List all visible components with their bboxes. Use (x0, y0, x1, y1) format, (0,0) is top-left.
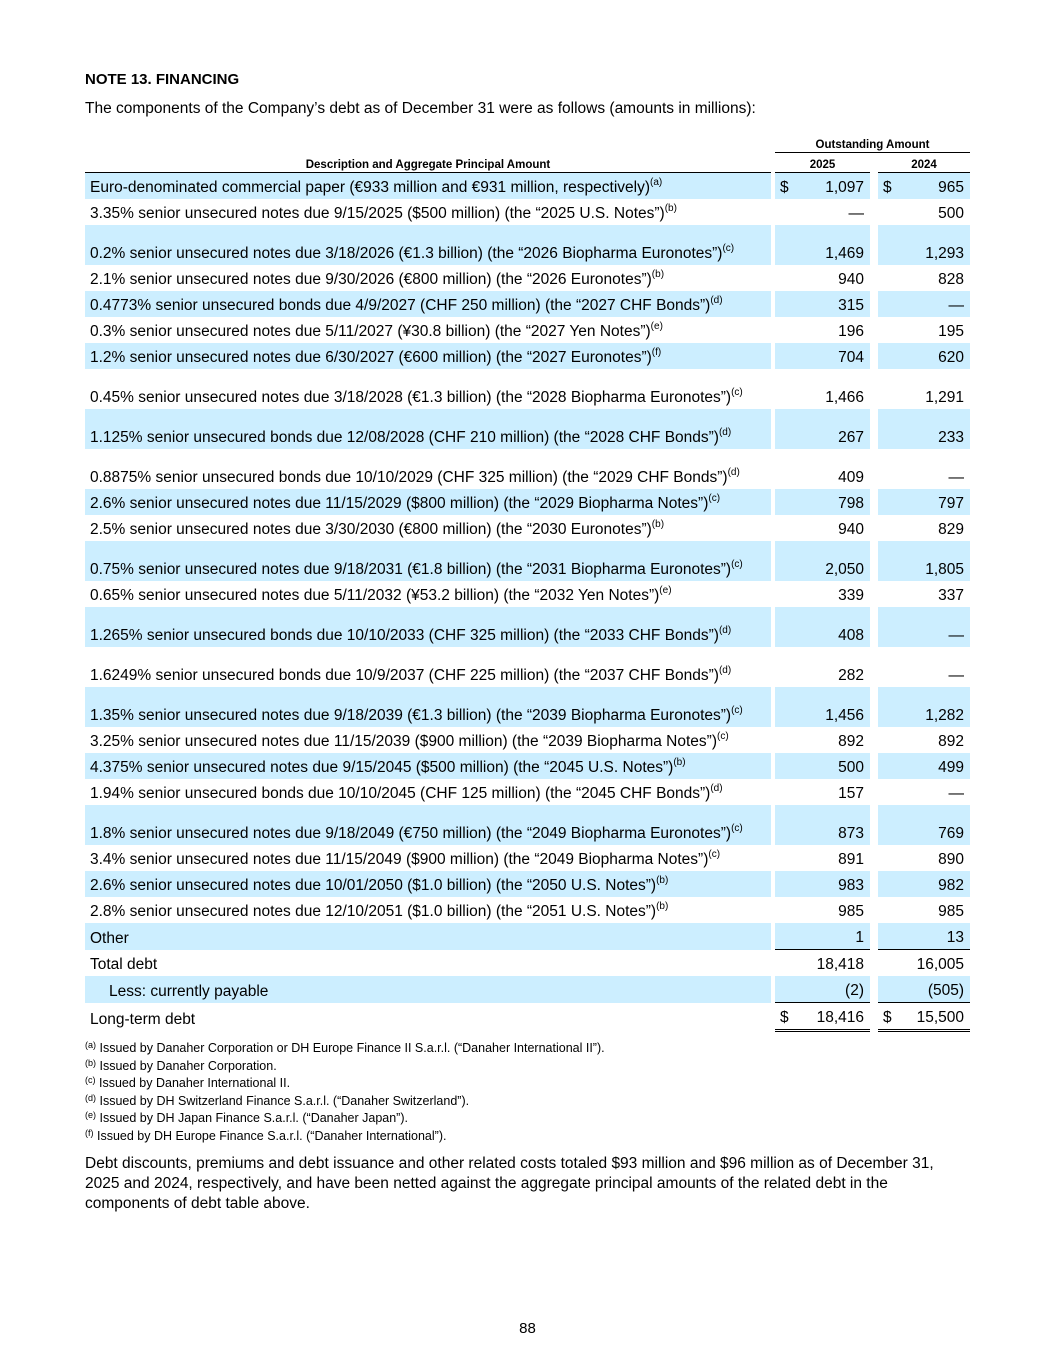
footnote (85, 1058, 970, 1076)
row-description (85, 291, 771, 317)
total-debt-row-2025: 18,418 (816, 956, 864, 973)
row-description (85, 173, 771, 200)
row-description-text: 2.6% senior unsecured notes due 10/01/2050 ($1.0 billion) (the “2050 U.S. Notes”) (90, 877, 657, 894)
row-description-text: 1.8% senior unsecured notes due 9/18/2049 (€750 million) (the “2049 Biopharma Euronotes”) (90, 825, 732, 842)
footnote-text: Issued by DH Switzerland Finance S.a.r.l. (“Danaher Switzerland”). (99, 1093, 470, 1108)
value-2025: 157 (838, 785, 864, 802)
footnote-mark: (b) (85, 1057, 96, 1068)
total-debt-row (85, 950, 970, 977)
row-description (85, 647, 771, 687)
value-2024: 890 (938, 851, 965, 868)
long-term-debt-row-currency-2024: $ (878, 1003, 896, 1031)
footnote-marker: (d) (710, 783, 723, 794)
row-description-text: 1.265% senior unsecured bonds due 10/10/2033 (CHF 325 million) (the “2033 CHF Bonds”) (90, 627, 719, 644)
footnote-marker: (d) (727, 467, 740, 478)
value-2024: 500 (938, 205, 965, 222)
value-2025: 282 (838, 667, 864, 684)
row-description (85, 727, 771, 753)
table-row (85, 687, 970, 727)
value-2025: 704 (793, 343, 870, 369)
footnote-text: Issued by DH Japan Finance S.a.r.l. (“Danaher Japan”). (99, 1111, 408, 1125)
value-2025: 1 (793, 923, 870, 950)
footnote-marker: (c) (708, 849, 721, 860)
long-term-debt-row-label: Long-term debt (90, 1010, 196, 1028)
row-description-text: 1.94% senior unsecured bonds due 10/10/2045 (CHF 125 million) (the “2045 CHF Bonds”) (90, 785, 711, 802)
row-description (85, 541, 771, 581)
footnote (85, 1110, 970, 1128)
row-description (85, 489, 771, 515)
row-description (85, 687, 771, 727)
footnote-text: Issued by Danaher International II. (98, 1076, 291, 1090)
row-description (85, 369, 771, 409)
value-2025: 2,050 (793, 541, 870, 581)
page-content (85, 70, 970, 1214)
table-row (85, 225, 970, 265)
value-2024: 620 (896, 343, 970, 369)
row-description-text: 0.3% senior unsecured notes due 5/11/2027 (¥30.8 billion) (the “2027 Yen Notes”) (90, 323, 651, 340)
footnote-marker: (d) (718, 665, 732, 676)
row-description-text: Euro-denominated commercial paper (€933 million and €931 million, respectively) (90, 179, 650, 196)
value-2024: 1,293 (896, 225, 970, 265)
row-description (85, 805, 771, 845)
row-description-text: 0.75% senior unsecured notes due 9/18/2031 (€1.8 billion) (the “2031 Biopharma Euronotes”) (90, 561, 732, 578)
description-header: Description and Aggregate Principal Amount (85, 153, 771, 173)
footnote-marker: (d) (710, 295, 723, 306)
value-2024: 985 (938, 903, 965, 920)
value-2024: 982 (896, 871, 970, 897)
row-description-text: 0.65% senior unsecured notes due 5/11/2032 (¥53.2 billion) (the “2032 Yen Notes”) (90, 587, 660, 604)
table-row (85, 871, 970, 897)
currency-symbol-2025: $ (775, 173, 793, 200)
value-2024: — (896, 291, 970, 317)
row-description (85, 343, 771, 369)
long-term-debt-row-2025: 18,416 (793, 1003, 870, 1031)
row-description-text: 1.125% senior unsecured bonds due 12/08/2028 (CHF 210 million) (the “2028 CHF Bonds”) (90, 429, 719, 446)
footnote-mark: (a) (85, 1040, 96, 1050)
value-2024: 1,291 (925, 389, 965, 406)
footnote-marker: (b) (651, 519, 665, 530)
footnote-marker: (b) (651, 269, 665, 280)
row-description-text: 1.2% senior unsecured notes due 6/30/2027 (€600 million) (the “2027 Euronotes”) (90, 349, 652, 366)
closing-paragraph: Debt discounts, premiums and debt issuance and other related costs totaled $93 million and $96 million as of December 31, 2025 and 2024, respectively, and have been netted against the aggregate principal amounts of the related debt in the components of debt table above. (85, 1155, 934, 1212)
footnote-mark: (e) (85, 1110, 96, 1120)
value-2024: — (948, 785, 965, 802)
value-2024: 233 (896, 409, 970, 449)
value-2024: 965 (896, 173, 970, 200)
row-description (85, 845, 771, 871)
table-row (85, 199, 970, 225)
value-2025: 408 (793, 607, 870, 647)
value-2024: 13 (896, 923, 970, 950)
table-row (85, 265, 970, 291)
value-2025: 1,456 (793, 687, 870, 727)
value-2025: 339 (838, 587, 864, 604)
footnote-marker: (d) (718, 427, 732, 438)
value-2025: 983 (793, 871, 870, 897)
value-2025: 985 (838, 903, 864, 920)
table-row (85, 581, 970, 607)
value-2024: 499 (896, 753, 970, 779)
value-2025: 798 (793, 489, 870, 515)
currently-payable-row-label: Less: currently payable (85, 976, 771, 1003)
value-2025: 315 (793, 291, 870, 317)
value-2025: 873 (793, 805, 870, 845)
year-2024-header: 2024 (878, 153, 970, 173)
footnote-marker: (f) (651, 347, 662, 358)
row-description (85, 923, 771, 950)
footnote-marker: (b) (656, 875, 669, 886)
footnote-text: Issued by DH Europe Finance S.a.r.l. (“Danaher International”). (96, 1128, 447, 1143)
debt-table-body (85, 173, 970, 1031)
value-2024: 1,282 (896, 687, 970, 727)
footnote-marker: (e) (650, 321, 663, 332)
value-2024: — (896, 607, 970, 647)
value-2024: — (948, 667, 965, 684)
row-description (85, 515, 771, 541)
row-description-text: 1.6249% senior unsecured bonds due 10/9/2037 (CHF 225 million) (the “2037 CHF Bonds”) (90, 667, 719, 684)
footnote (85, 1040, 970, 1058)
footnote-marker: (c) (722, 243, 735, 254)
row-description (85, 409, 771, 449)
total-debt-row-label: Total debt (90, 956, 158, 973)
row-description-text: 2.1% senior unsecured notes due 9/30/2026 (€800 million) (the “2026 Euronotes”) (90, 271, 652, 288)
footnote-marker: (c) (731, 823, 743, 834)
table-row (85, 369, 970, 409)
intro-text: The components of the Company’s debt as of December 31 were as follows (amounts in millions): (85, 100, 756, 117)
value-2024: 828 (938, 271, 965, 288)
row-description (85, 449, 771, 489)
row-description (85, 897, 771, 923)
value-2025: 1,097 (793, 173, 870, 200)
table-row (85, 173, 970, 200)
value-2024: 195 (938, 323, 965, 340)
value-2025: 940 (838, 271, 864, 288)
footnote-marker: (c) (708, 493, 721, 504)
table-row (85, 515, 970, 541)
row-description (85, 317, 771, 343)
row-description-text: 0.2% senior unsecured notes due 3/18/2026 (€1.3 billion) (the “2026 Biopharma Euronotes”) (90, 245, 723, 262)
table-row (85, 753, 970, 779)
footnote-mark: (c) (85, 1075, 96, 1085)
row-description-text: 0.45% senior unsecured notes due 3/18/2028 (€1.3 billion) (the “2028 Biopharma Euronotes”) (90, 389, 732, 406)
row-description-text: 2.6% senior unsecured notes due 11/15/2029 ($800 million) (the “2029 Biopharma Notes”) (90, 495, 709, 512)
currently-payable-row-2025: (2) (793, 976, 870, 1003)
table-row (85, 805, 970, 845)
footnote-text: Issued by Danaher Corporation or DH Europe Finance II S.a.r.l. (“Danaher International II”). (99, 1041, 605, 1055)
value-2025: 892 (838, 733, 864, 750)
debt-table (85, 133, 970, 1032)
row-description-text: Other (90, 929, 129, 947)
value-2024: 337 (938, 587, 965, 604)
table-row (85, 409, 970, 449)
value-2025: 267 (793, 409, 870, 449)
row-description-text: 3.25% senior unsecured notes due 11/15/2039 ($900 million) (the “2039 Biopharma Notes”) (90, 733, 717, 750)
footnotes (85, 1040, 970, 1145)
row-description (85, 225, 771, 265)
row-description-text: 4.375% senior unsecured notes due 9/15/2045 ($500 million) (the “2045 U.S. Notes”) (90, 759, 674, 776)
table-row (85, 291, 970, 317)
footnote (85, 1128, 970, 1146)
currency-symbol-2024: $ (878, 173, 896, 200)
long-term-debt-row-2024: 15,500 (896, 1003, 970, 1031)
table-row (85, 647, 970, 687)
row-description (85, 607, 771, 647)
value-2025: 1,466 (825, 389, 864, 406)
value-2025: 891 (838, 851, 864, 868)
value-2025: 409 (838, 469, 864, 486)
currently-payable-row (85, 976, 970, 1003)
footnote-marker: (b) (664, 203, 677, 214)
footnote-mark: (d) (85, 1092, 96, 1103)
row-description (85, 581, 771, 607)
long-term-debt-row (85, 1003, 970, 1031)
value-2025: 196 (838, 323, 864, 340)
table-row (85, 845, 970, 871)
outstanding-amount-header: Outstanding Amount (775, 133, 970, 153)
currently-payable-row-2024: (505) (896, 976, 970, 1003)
page-number: 88 (519, 1320, 536, 1337)
footnote-marker: (b) (656, 901, 669, 912)
footnote (85, 1093, 970, 1111)
value-2025: — (848, 205, 864, 222)
value-2024: 829 (938, 521, 965, 538)
value-2024: 892 (938, 733, 965, 750)
table-row (85, 343, 970, 369)
long-term-debt-row-currency-2025: $ (775, 1003, 793, 1031)
footnote-marker: (c) (731, 559, 743, 570)
footnote-marker: (b) (673, 757, 686, 768)
row-description (85, 753, 771, 779)
row-description (85, 199, 771, 225)
row-description-text: 0.4773% senior unsecured bonds due 4/9/2027 (CHF 250 million) (the “2027 CHF Bonds”) (90, 297, 711, 314)
table-row (85, 897, 970, 923)
row-description-text: 1.35% senior unsecured notes due 9/18/2039 (€1.3 billion) (the “2039 Biopharma Euronotes”) (90, 707, 732, 724)
row-description-text: 2.5% senior unsecured notes due 3/30/2030 (€800 million) (the “2030 Euronotes”) (90, 521, 652, 538)
row-description (85, 871, 771, 897)
footnote-text: Issued by Danaher Corporation. (99, 1058, 277, 1073)
value-2025: 940 (838, 521, 864, 538)
table-row (85, 779, 970, 805)
footnote (85, 1075, 970, 1093)
footnote-marker: (e) (659, 585, 672, 596)
footnote-marker: (c) (731, 705, 743, 716)
value-2024: 797 (896, 489, 970, 515)
table-row (85, 607, 970, 647)
value-2024: 1,805 (896, 541, 970, 581)
table-row (85, 317, 970, 343)
row-description-text: 2.8% senior unsecured notes due 12/10/2051 ($1.0 billion) (the “2051 U.S. Notes”) (90, 903, 657, 920)
note-heading: NOTE 13. FINANCING (85, 71, 240, 88)
footnote-marker: (c) (716, 731, 729, 742)
table-row (85, 449, 970, 489)
footnote-marker: (a) (650, 177, 663, 188)
table-row (85, 489, 970, 515)
value-2025: 1,469 (793, 225, 870, 265)
value-2024: — (948, 469, 965, 486)
table-row (85, 727, 970, 753)
table-row (85, 923, 970, 950)
row-description-text: 3.35% senior unsecured notes due 9/15/2025 ($500 million) (the “2025 U.S. Notes”) (90, 205, 665, 222)
footnote-mark: (f) (85, 1127, 94, 1138)
total-debt-row-2024: 16,005 (916, 956, 965, 973)
value-2025: 500 (793, 753, 870, 779)
footnote-marker: (d) (718, 625, 732, 636)
table-row (85, 541, 970, 581)
footnote-marker: (c) (731, 387, 743, 398)
row-description-text: 0.8875% senior unsecured bonds due 10/10/2029 (CHF 325 million) (the “2029 CHF Bonds”) (90, 469, 728, 486)
value-2024: 769 (896, 805, 970, 845)
row-description (85, 265, 771, 291)
year-2025-header: 2025 (775, 153, 870, 173)
row-description (85, 779, 771, 805)
row-description-text: 3.4% senior unsecured notes due 11/15/2049 ($900 million) (the “2049 Biopharma Notes”) (90, 851, 709, 868)
